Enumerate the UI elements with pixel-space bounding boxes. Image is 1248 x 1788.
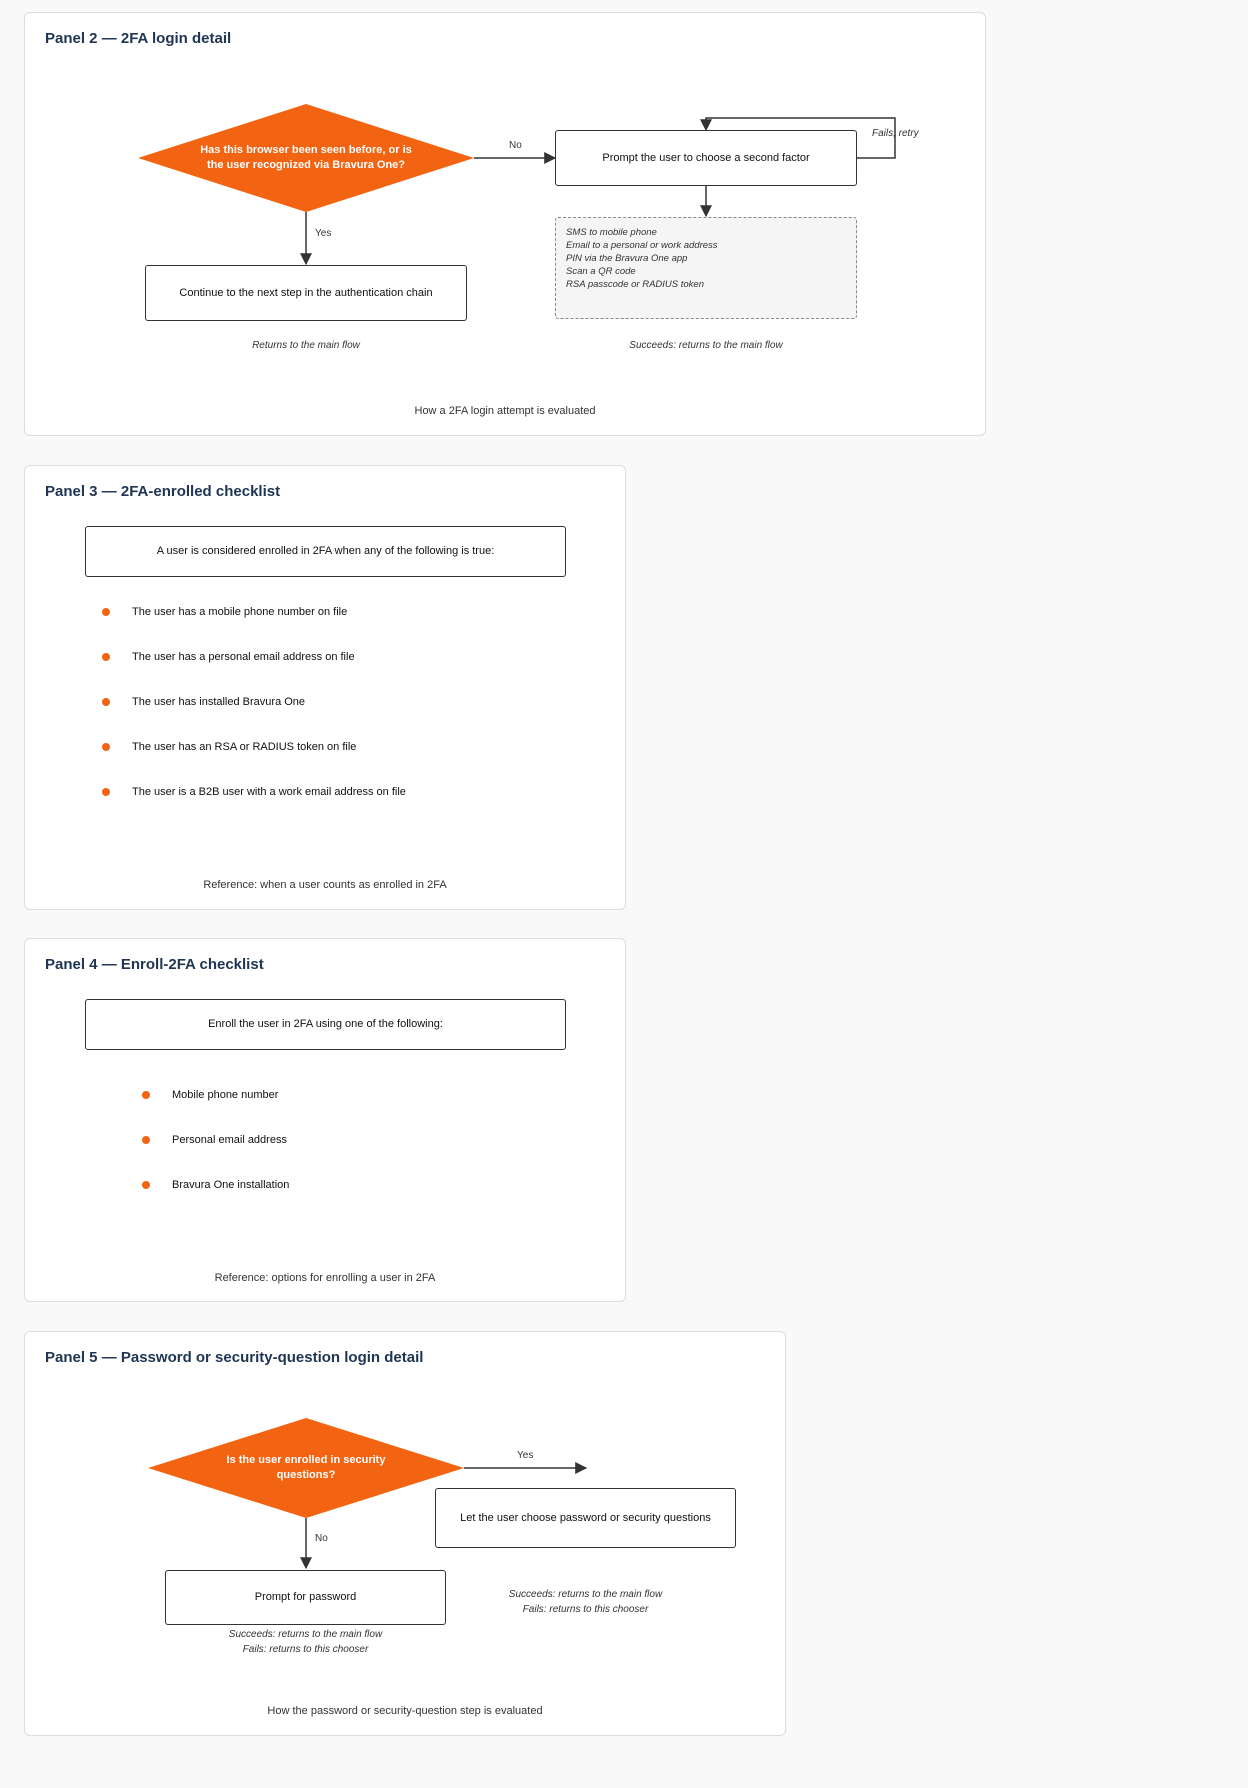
prompt-password-box: Prompt for password xyxy=(165,1570,446,1625)
panel-4 xyxy=(24,938,626,1302)
panel-3 xyxy=(24,465,626,910)
yes-label: Yes xyxy=(517,1450,534,1461)
continue-box: Continue to the next step in the authentication chain xyxy=(145,265,467,321)
option-item: PIN via the Bravura One app xyxy=(566,253,688,264)
list-item: Personal email address xyxy=(142,1133,542,1178)
option-item: Scan a QR code xyxy=(566,266,636,277)
panel-5-title: Panel 5 — Password or security-question login detail xyxy=(45,1349,424,1366)
bullet-dot-icon xyxy=(102,743,110,751)
note-choose-outcome: Succeeds: returns to the main flow Fails: returns to this chooser xyxy=(508,1589,663,1615)
list-item: The user is a B2B user with a work email address on file xyxy=(102,785,602,830)
panel-2-title: Panel 2 — 2FA login detail xyxy=(45,30,232,47)
panel-5-caption: How the password or security-question step is evaluated xyxy=(267,1705,543,1717)
list-item: The user has installed Bravura One xyxy=(102,695,602,740)
note-password-outcome: Succeeds: returns to the main flow Fails: returns to this chooser xyxy=(228,1629,383,1655)
yes-label: Yes xyxy=(315,228,332,239)
second-factor-options xyxy=(555,217,857,319)
panel-3-title: Panel 3 — 2FA-enrolled checklist xyxy=(45,483,281,500)
panel-2-caption: How a 2FA login attempt is evaluated xyxy=(414,405,596,417)
list-item: Bravura One installation xyxy=(142,1178,542,1223)
enroll-options-list xyxy=(142,1088,542,1223)
note-returns-main: Returns to the main flow xyxy=(252,340,360,351)
list-item: The user has a personal email address on file xyxy=(102,650,602,695)
list-item: Mobile phone number xyxy=(142,1088,542,1133)
prompt-second-factor-box: Prompt the user to choose a second factor xyxy=(555,130,857,186)
panel-4-title: Panel 4 — Enroll-2FA checklist xyxy=(45,956,264,973)
no-label: No xyxy=(315,1533,328,1544)
enrolled-condition-box: A user is considered enrolled in 2FA when any of the following is true: xyxy=(85,526,566,577)
bullet-dot-icon xyxy=(142,1136,150,1144)
bullet-dot-icon xyxy=(102,608,110,616)
no-label: No xyxy=(509,140,522,151)
option-item: RSA passcode or RADIUS token xyxy=(566,279,704,290)
bullet-dot-icon xyxy=(102,788,110,796)
retry-label: Fails; retry xyxy=(872,128,919,139)
bullet-dot-icon xyxy=(142,1091,150,1099)
option-item: SMS to mobile phone xyxy=(566,227,657,238)
bullet-dot-icon xyxy=(142,1181,150,1189)
panel-4-caption: Reference: options for enrolling a user in 2FA xyxy=(214,1272,436,1284)
list-item: The user has a mobile phone number on file xyxy=(102,605,602,650)
panel-5 xyxy=(24,1331,786,1736)
choose-method-box: Let the user choose password or security questions xyxy=(435,1488,736,1548)
bullet-dot-icon xyxy=(102,653,110,661)
option-item: Email to a personal or work address xyxy=(566,240,718,251)
panel-2 xyxy=(24,12,986,436)
list-item: The user has an RSA or RADIUS token on file xyxy=(102,740,602,785)
note-succeeds-main: Succeeds: returns to the main flow xyxy=(629,340,783,351)
enrolled-criteria-list xyxy=(102,605,602,830)
bullet-dot-icon xyxy=(102,698,110,706)
decision-text: Has this browser been seen before, or is the user recognized via Bravura One? xyxy=(200,144,412,171)
enroll-instruction-box: Enroll the user in 2FA using one of the following: xyxy=(85,999,566,1050)
decision-text: Is the user enrolled in security questions? xyxy=(226,1454,386,1481)
panel-3-caption: Reference: when a user counts as enrolled in 2FA xyxy=(203,879,447,891)
